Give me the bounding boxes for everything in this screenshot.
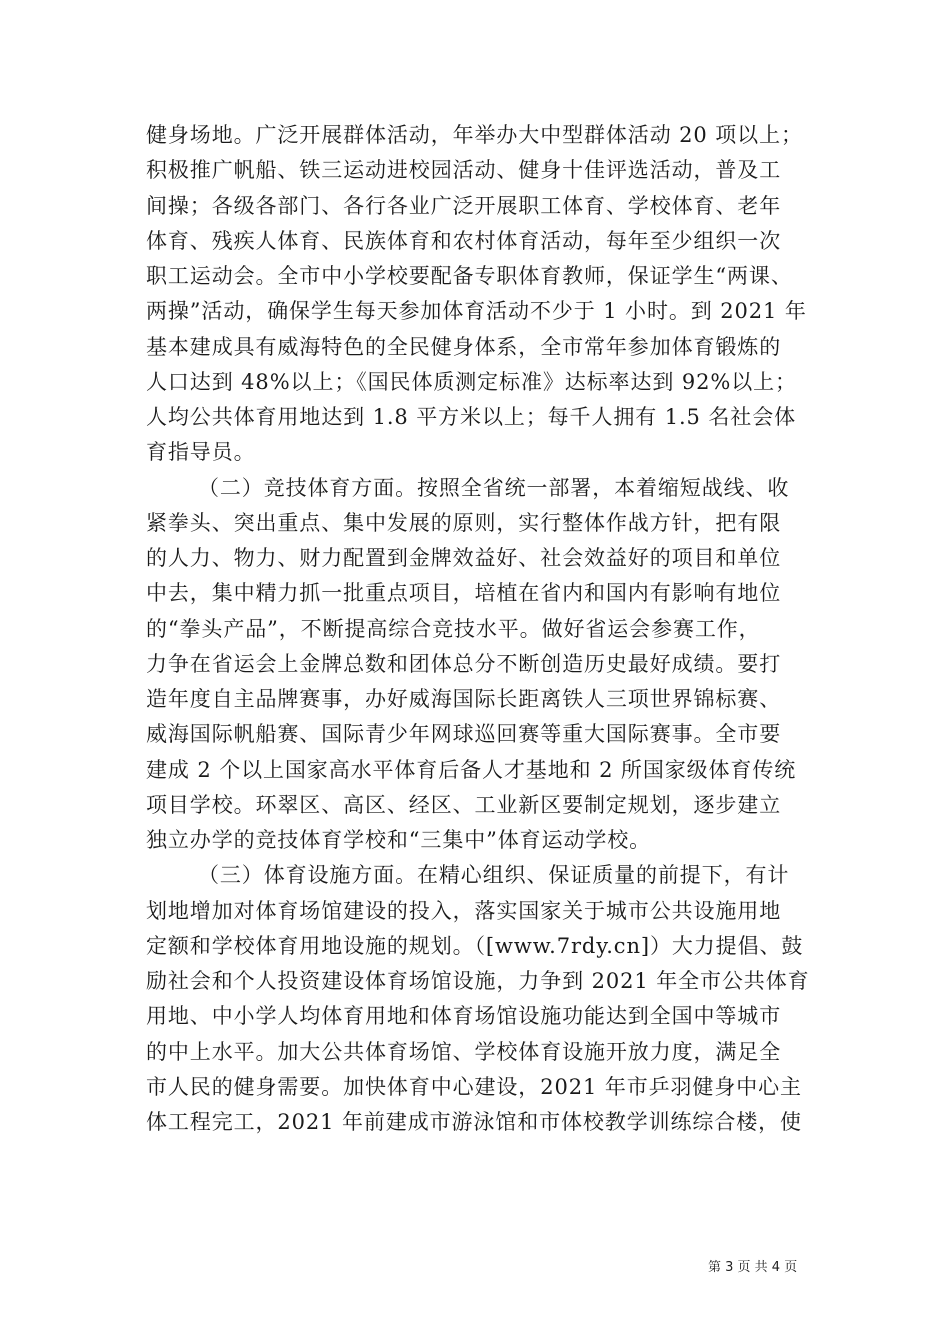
text-line: 定额和学校体育用地设施的规划。（[www.7rdy.cn]）大力提倡、鼓 [146,933,804,958]
text-line: 人口达到 48%以上；《国民体质测定标准》达标率达到 92%以上； [146,369,797,394]
text-line: 职工运动会。全市中小学校要配备专职体育教师，保证学生“两课、 [146,264,793,288]
text-line: 项目学校。环翠区、高区、经区、工业新区要制定规划，逐步建立 [146,792,782,817]
text-line: 励社会和个人投资建设体育场馆设施，力争到 2021 年全市公共体育 [146,969,810,993]
text-line: 独立办学的竞技体育学校和“三集中”体育运动学校。 [146,828,652,852]
text-line: 间操；各级各部门、各行各业广泛开展职工体育、学校体育、老年 [146,193,782,218]
document-body [146,118,810,1140]
text-line: 市人民的健身需要。加快体育中心建设，2021 年市乒羽健身中心主 [146,1074,802,1099]
text-line: 两操”活动，确保学生每天参加体育活动不少于 1 小时。到 2021 年 [146,299,807,324]
page-number: 第 3 页 共 4 页 [708,1260,798,1275]
paragraph-start-line: （二）竞技体育方面。按照全省统一部署，本着缩短战线、收 [198,475,790,500]
text-line: 用地、中小学人均体育用地和体育场馆设施功能达到全国中等城市 [146,1004,782,1029]
text-line: 的中上水平。加大公共体育场馆、学校体育设施开放力度，满足全 [146,1039,782,1064]
text-line: 紧拳头、突出重点、集中发展的原则，实行整体作战方针，把有限 [146,510,782,535]
text-line: 体育、残疾人体育、民族体育和农村体育活动，每年至少组织一次 [146,228,782,253]
text-line: 育指导员。 [146,440,256,465]
text-line: 造年度自主品牌赛事，办好威海国际长距离铁人三项世界锦标赛、 [146,687,782,711]
text-line: 威海国际帆船赛、国际青少年网球巡回赛等重大国际赛事。全市要 [146,722,782,747]
text-line: 积极推广帆船、铁三运动进校园活动、健身十佳评选活动，普及工 [146,158,782,183]
paragraph-start-line: （三）体育设施方面。在精心组织、保证质量的前提下，有计 [198,863,790,888]
text-line: 的人力、物力、财力配置到金牌效益好、社会效益好的项目和单位 [146,546,782,570]
text-line: 的“拳头产品”，不断提高综合竞技水平。做好省运会参赛工作， [146,616,761,641]
text-line: 力争在省运会上金牌总数和团体总分不断创造历史最好成绩。要打 [146,651,782,676]
text-line: 划地增加对体育场馆建设的投入，落实国家关于城市公共设施用地 [146,898,782,923]
text-line: 基本建成具有威海特色的全民健身体系，全市常年参加体育锻炼的 [146,334,782,359]
text-line: 体工程完工，2021 年前建成市游泳馆和市体校教学训练综合楼，使 [146,1110,802,1134]
text-line: 人均公共体育用地达到 1.8 平方米以上；每千人拥有 1.5 名社会体 [146,405,796,429]
text-line: 建成 2 个以上国家高水平体育后备人才基地和 2 所国家级体育传统 [146,757,797,782]
text-line: 健身场地。广泛开展群体活动，年举办大中型群体活动 20 项以上； [146,123,803,147]
text-line: 中去，集中精力抓一批重点项目，培植在省内和国内有影响有地位 [146,581,782,606]
